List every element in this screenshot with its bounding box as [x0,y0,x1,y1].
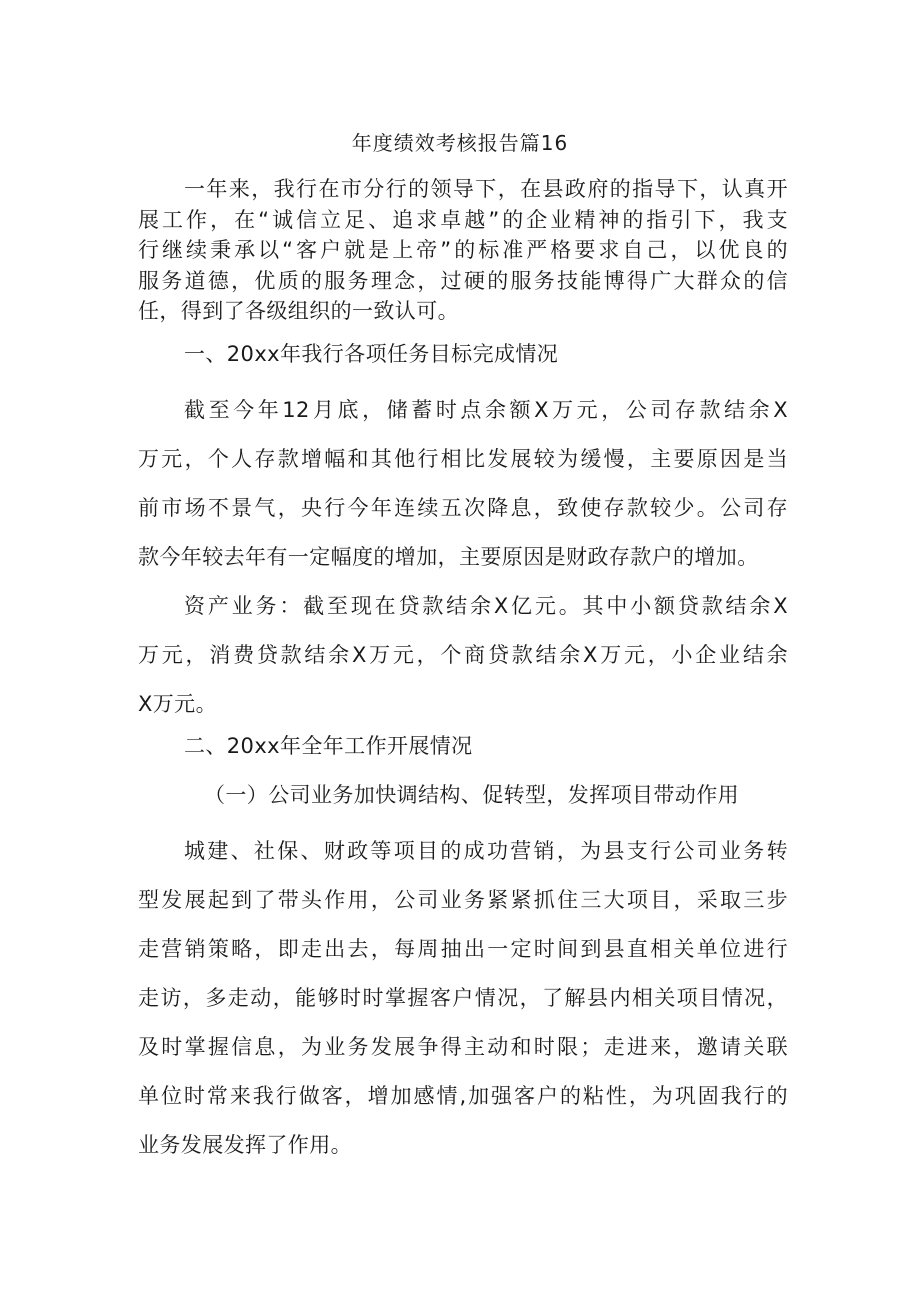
intro-line: 展工作，在“诚信立足、追求卓越”的企业精神的指引下，我支 [138,207,788,232]
intro-line: 服务道德，优质的服务理念，过硬的服务技能博得广大群众的信 [138,268,788,293]
paragraph-line: 截至今年12月底，储蓄时点余额X万元，公司存款结余X [184,398,788,422]
section2-sub1-paragraph [138,827,788,1170]
intro-paragraph [138,174,788,327]
paragraph-line: 走访，多走动，能够时时掌握客户情况，了解县内相关项目情况， [138,986,788,1010]
section2-heading: 二、20xx年全年工作开展情况 [184,734,473,758]
section1-heading: 一、20xx年我行各项任务目标完成情况 [184,342,559,366]
document-title: 年度绩效考核报告篇16 [351,131,569,155]
paragraph-line: 资产业务：截至现在贷款结余X亿元。其中小额贷款结余X [184,594,788,618]
paragraph-line: 款今年较去年有一定幅度的增加，主要原因是财政存款户的增加。 [138,545,759,569]
section1-paragraph-1 [138,386,788,582]
intro-line: 任，得到了各级组织的一致认可。 [138,299,459,323]
intro-line: 行继续秉承以“客户就是上帝”的标准严格要求自己，以优良的 [138,238,788,262]
paragraph-line: 城建、社保、财政等项目的成功营销，为县支行公司业务转 [184,839,788,863]
paragraph-line: 业务发展发挥了作用。 [138,1133,352,1157]
paragraph-line: 万元，个人存款增幅和其他行相比发展较为缓慢，主要原因是当 [138,447,788,471]
paragraph-line: 型发展起到了带头作用，公司业务紧紧抓住三大项目，采取三步 [138,888,788,912]
paragraph-line: 单位时常来我行做客，增加感情,加强客户的粘性，为巩固我行的 [138,1084,788,1108]
paragraph-line: 前市场不景气，央行今年连续五次降息，致使存款较少。公司存 [138,496,788,520]
paragraph-line: 走营销策略，即走出去，每周抽出一定时间到县直相关单位进行 [138,937,788,961]
intro-line: 一年来，我行在市分行的领导下，在县政府的指导下，认真开 [184,177,788,201]
section1-paragraph-2 [138,582,788,729]
paragraph-line: X万元。 [138,692,217,716]
section2-subheading-1: （一）公司业务加快调结构、促转型，发挥项目带动作用 [204,783,739,807]
paragraph-line: 及时掌握信息，为业务发展争得主动和时限；走进来，邀请关联 [138,1035,788,1059]
paragraph-line: 万元，消费贷款结余X万元，个商贷款结余X万元，小企业结余 [138,643,788,667]
